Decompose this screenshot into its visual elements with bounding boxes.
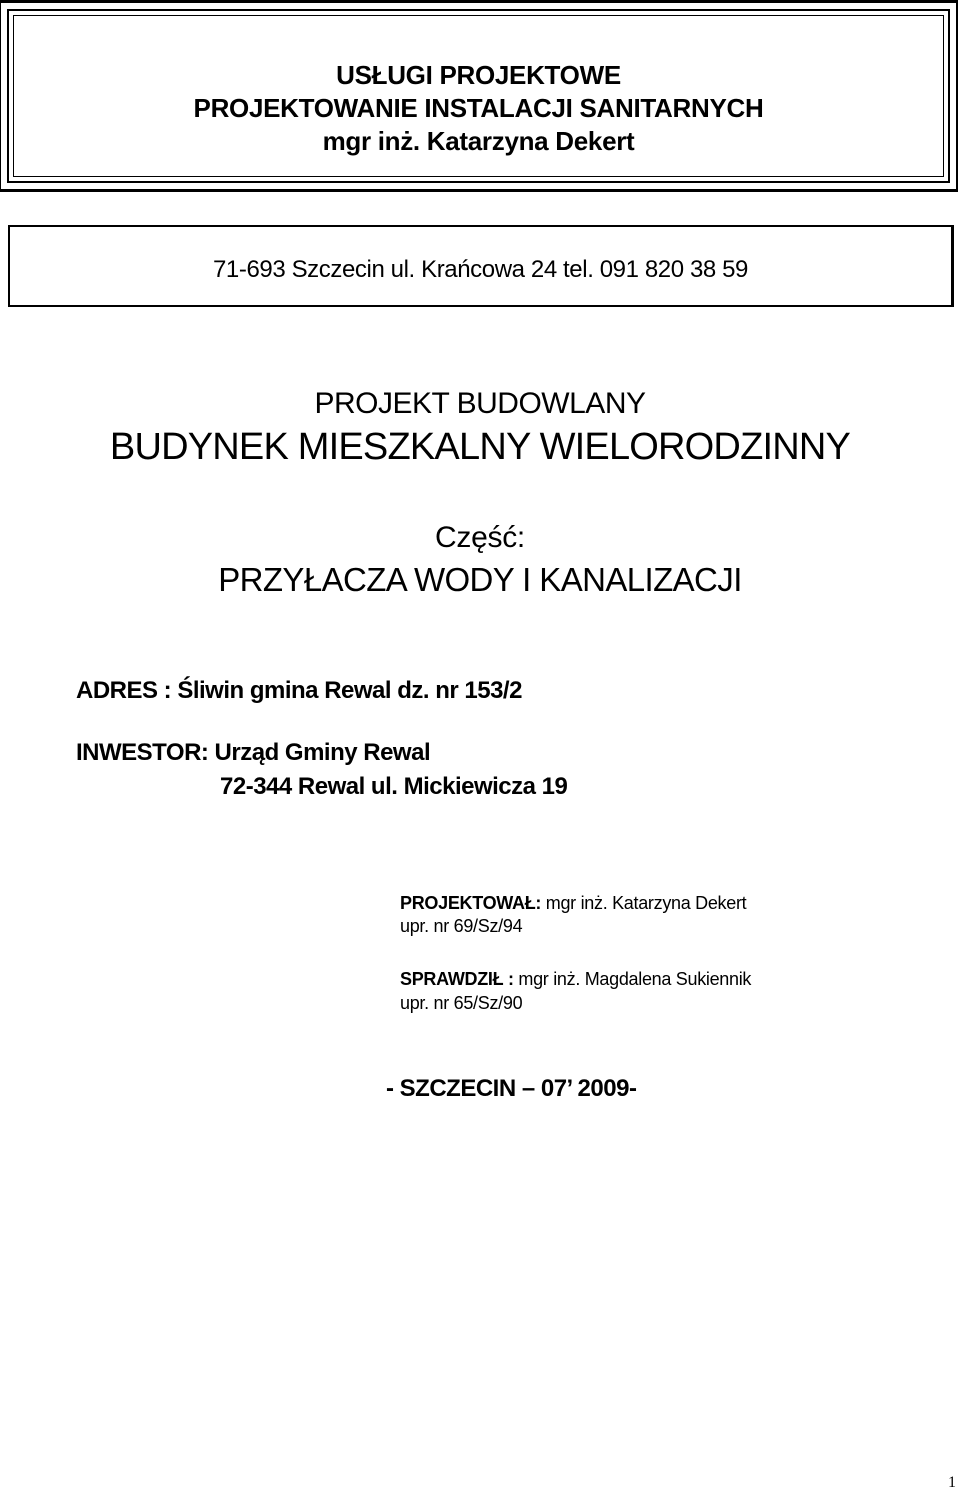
company-owner: mgr inż. Katarzyna Dekert [322, 126, 635, 156]
city-date: - SZCZECIN – 07’ 2009- [386, 1075, 637, 1102]
investor-name: INWESTOR: Urząd Gminy Rewal [76, 739, 431, 766]
designer-label: PROJEKTOWAŁ: [400, 893, 542, 913]
checker-license: upr. nr 65/Sz/90 [400, 993, 523, 1013]
project-type: PROJEKT BUDOWLANY [314, 387, 646, 420]
contact-box [8, 225, 954, 307]
checker-label: SPRAWDZIŁ : [400, 969, 514, 989]
designer-name: mgr inż. Katarzyna Dekert [541, 893, 747, 913]
header-box [0, 0, 958, 192]
project-address: ADRES : Śliwin gmina Rewal dz. nr 153/2 [76, 677, 522, 704]
investor-address: 72-344 Rewal ul. Mickiewicza 19 [220, 773, 568, 800]
company-header [1, 59, 956, 158]
checker-line [400, 968, 751, 990]
contact-address: 71-693 Szczecin ul. Krańcowa 24 tel. 091 820 38 59 [212, 256, 749, 283]
building-type: BUDYNEK MIESZKALNY WIELORODZINNY [109, 426, 851, 468]
designer-license: upr. nr 69/Sz/94 [400, 916, 523, 936]
company-specialty: PROJEKTOWANIE INSTALACJI SANITARNYCH [193, 93, 764, 123]
part-label: Część: [435, 521, 525, 554]
company-services: USŁUGI PROJEKTOWE [336, 60, 621, 90]
designer-line [400, 892, 746, 914]
checker-name: mgr inż. Magdalena Sukiennik [513, 969, 752, 989]
part-value: PRZYŁACZA WODY I KANALIZACJI [218, 561, 742, 598]
page-number: 1 [948, 1474, 956, 1491]
